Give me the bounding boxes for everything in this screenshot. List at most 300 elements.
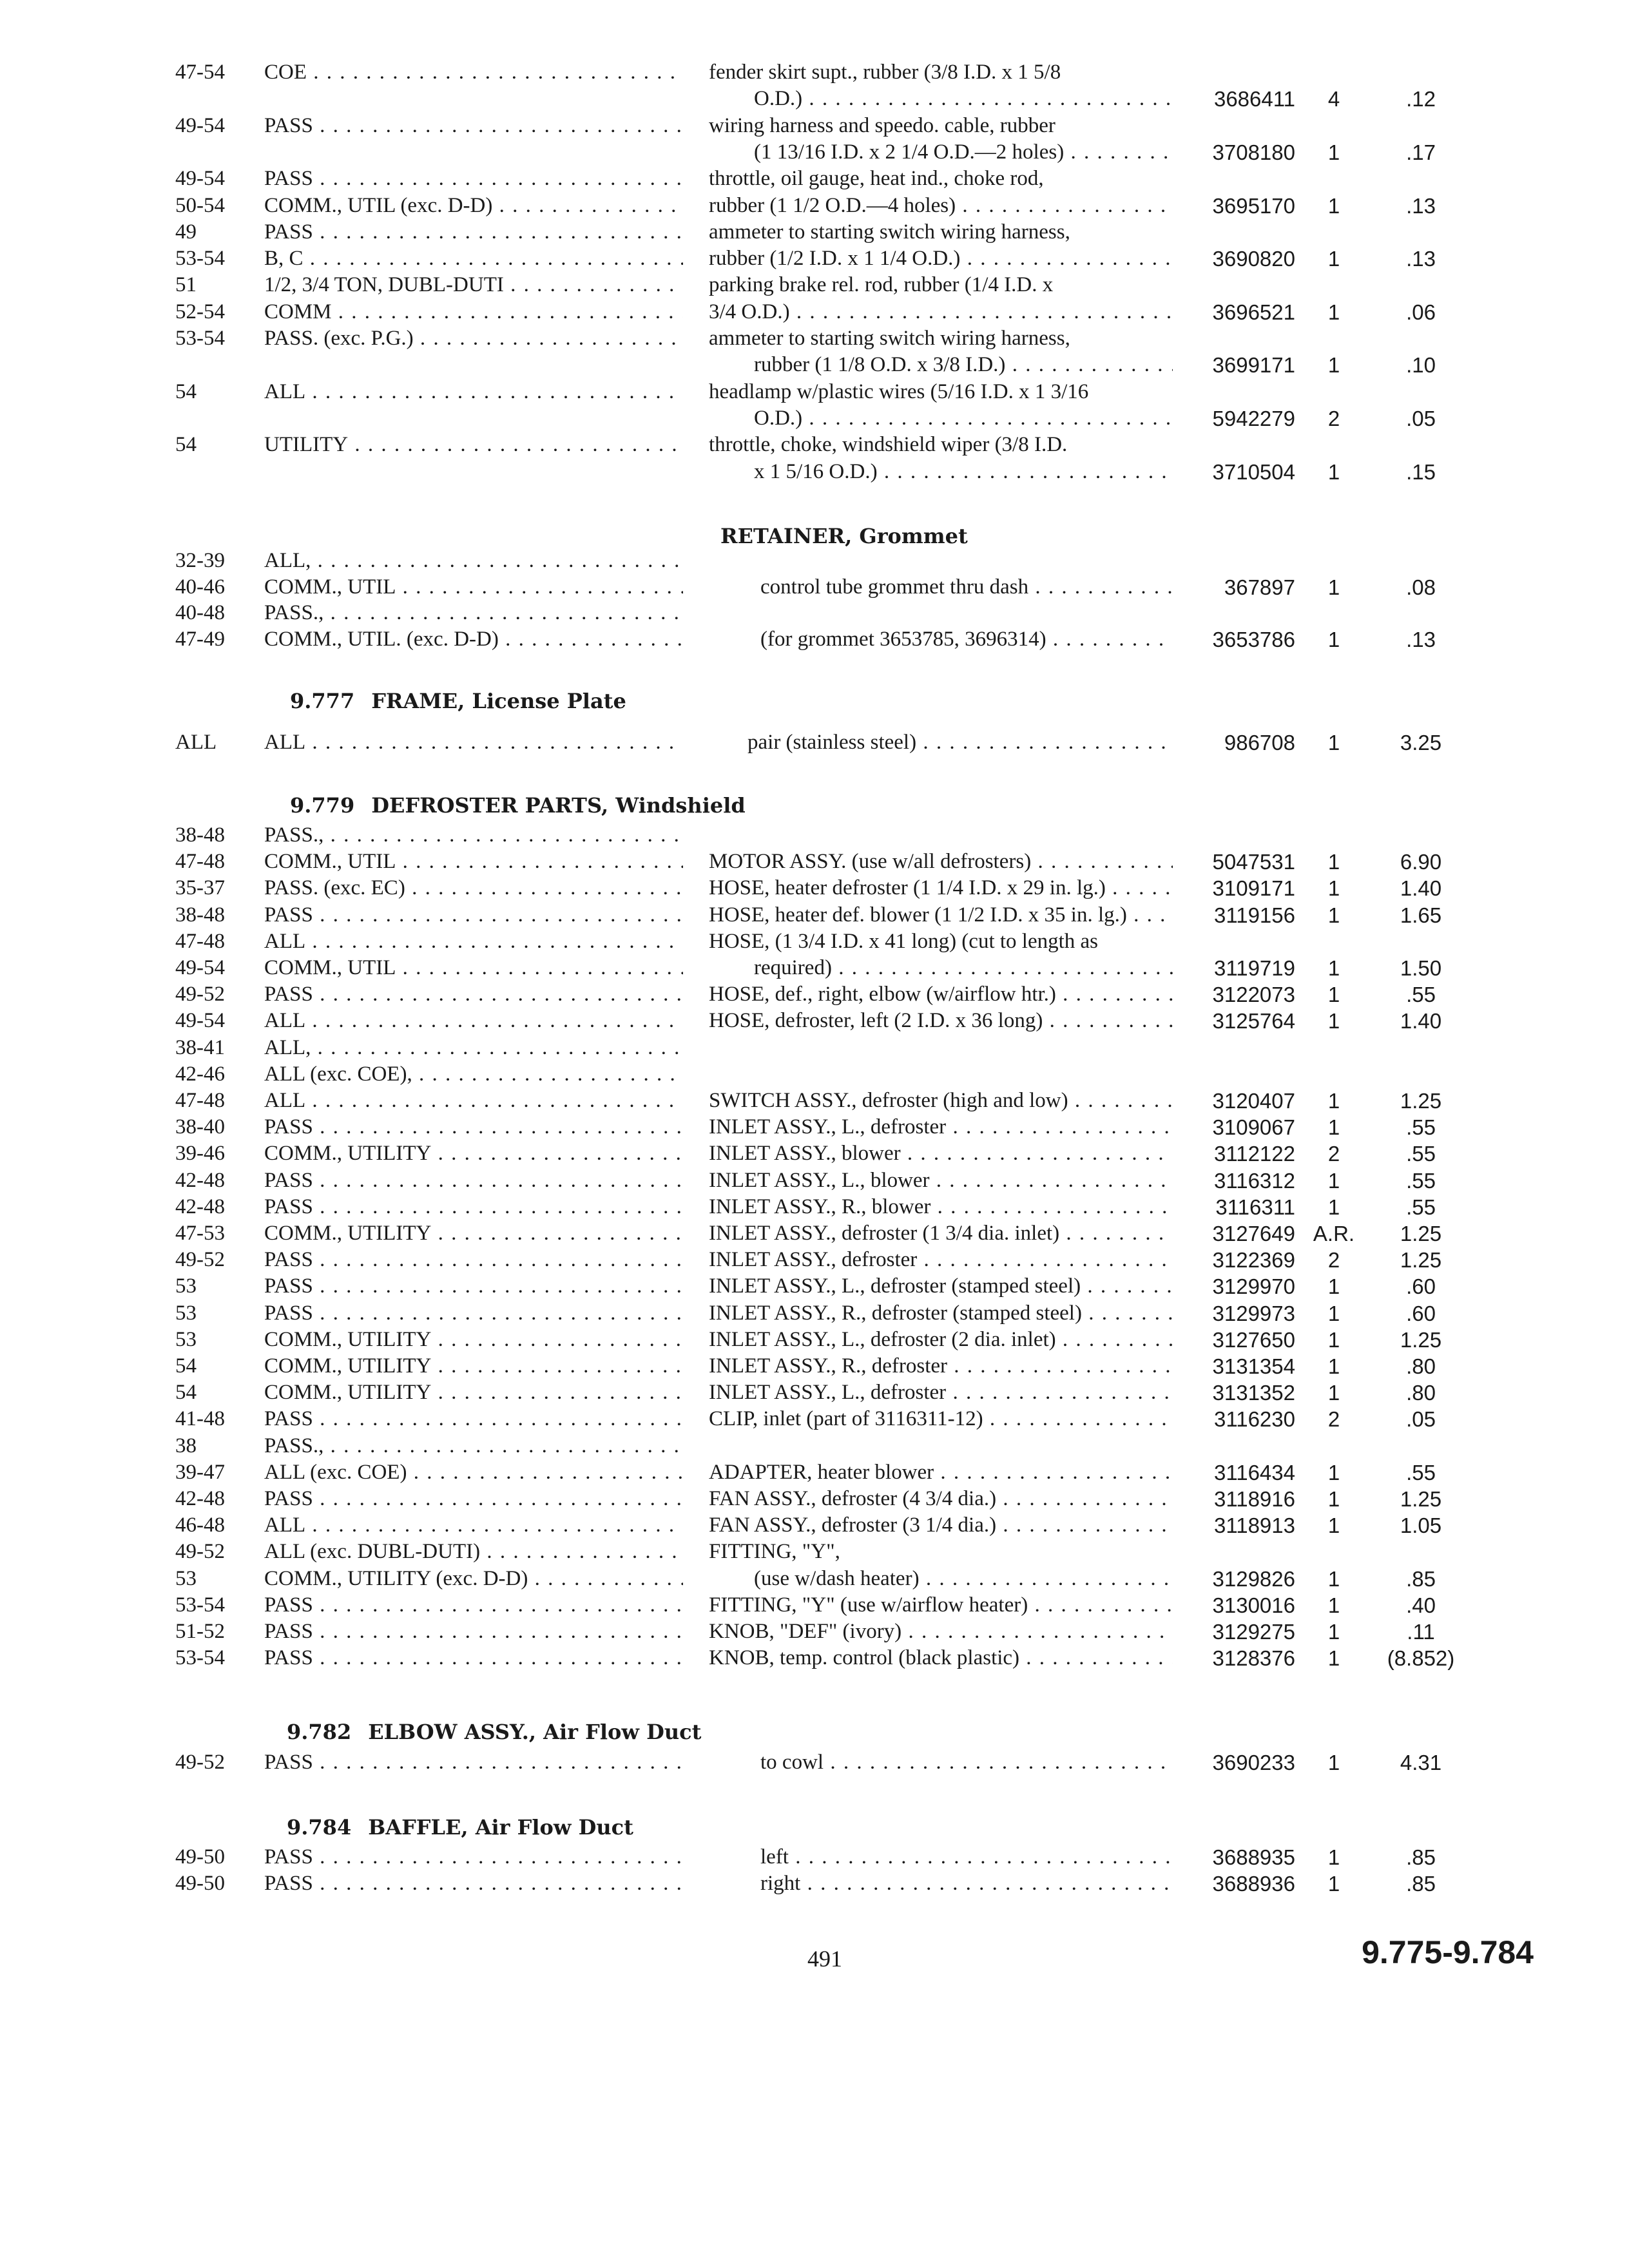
row-description: INLET ASSY., R., defroster . . .: [709, 1353, 1173, 1379]
row-part-number: 3116312: [1213, 1169, 1295, 1193]
row-description: control tube grommet thru dash . . .: [760, 574, 1173, 601]
row-description: O.D.) . . .: [754, 405, 1173, 432]
row-models: B, C . . .: [264, 245, 683, 272]
row-models: PASS . . .: [264, 1406, 683, 1432]
section-title: FRAME, License Plate: [371, 689, 626, 713]
row-years: 52-54: [175, 300, 225, 323]
row-quantity: 1: [1327, 1620, 1340, 1644]
row-price: 1.25: [1400, 1487, 1442, 1511]
row-quantity: 1: [1327, 1115, 1340, 1139]
row-part-number: 3119156: [1213, 903, 1295, 927]
table-row: [0, 574, 1629, 601]
row-years: 54: [175, 433, 197, 456]
table-row: [0, 193, 1629, 219]
row-years: 53-54: [175, 1646, 225, 1669]
row-quantity: 1: [1327, 1089, 1340, 1113]
table-row: [0, 1035, 1629, 1061]
row-price: .60: [1406, 1274, 1436, 1298]
row-part-number: 3122073: [1212, 983, 1295, 1006]
table-row: [0, 59, 1629, 86]
row-description: INLET ASSY., L., defroster (2 dia. inlet) . . .: [709, 1327, 1173, 1353]
row-description: HOSE, heater def. blower (1 1/2 I.D. x 35 in. lg.) . . .: [709, 902, 1173, 928]
row-quantity: 2: [1327, 1407, 1340, 1431]
row-description: O.D.) . . .: [754, 86, 1173, 112]
row-description: 3/4 O.D.) . . .: [709, 299, 1173, 325]
table-row: [0, 1512, 1629, 1539]
row-quantity: 1: [1327, 1872, 1340, 1896]
row-models: COMM . . .: [264, 299, 683, 325]
row-models: COMM., UTILITY . . .: [264, 1353, 683, 1379]
row-models: ALL, . . .: [264, 548, 683, 574]
row-quantity: 1: [1327, 1487, 1340, 1511]
row-price: 1.40: [1400, 1009, 1442, 1033]
section-title: RETAINER, Grommet: [720, 524, 968, 548]
row-price: .85: [1406, 1872, 1436, 1896]
table-row: [0, 1273, 1629, 1300]
row-years: 49-52: [175, 983, 225, 1006]
table-row: [0, 166, 1629, 192]
row-years: 47-48: [175, 930, 225, 953]
row-models: ALL, . . .: [264, 1035, 683, 1061]
row-quantity: 1: [1327, 300, 1340, 324]
row-part-number: 3699171: [1212, 353, 1295, 377]
row-description: HOSE, heater defroster (1 1/4 I.D. x 29 in. lg.) . . .: [709, 875, 1173, 901]
row-price: .80: [1406, 1381, 1436, 1405]
table-row: [0, 1008, 1629, 1034]
row-quantity: 1: [1327, 1845, 1340, 1869]
row-models: PASS . . .: [264, 1592, 683, 1619]
row-description: HOSE, defroster, left (2 I.D. x 36 long) . . .: [709, 1008, 1173, 1034]
row-description: ADAPTER, heater blower . . .: [709, 1459, 1173, 1486]
row-models: COMM., UTIL (exc. D-D) . . .: [264, 193, 683, 219]
row-quantity: 1: [1327, 983, 1340, 1006]
table-row: [0, 1566, 1629, 1592]
table-row: [0, 1592, 1629, 1619]
section-heading-frame: [290, 688, 626, 715]
table-row: [0, 1433, 1629, 1459]
table-row: [0, 139, 1629, 166]
row-years: 54: [175, 380, 197, 403]
row-part-number: 3129275: [1212, 1620, 1295, 1644]
row-quantity: 1: [1327, 903, 1340, 927]
row-years: 49: [175, 220, 197, 244]
row-price: .06: [1406, 300, 1436, 324]
row-models: COMM., UTIL . . .: [264, 849, 683, 875]
row-part-number: 3116434: [1213, 1461, 1295, 1485]
row-models: PASS . . .: [264, 1870, 683, 1897]
row-description: KNOB, temp. control (black plastic) . . .: [709, 1645, 1173, 1671]
row-years: 53: [175, 1302, 197, 1325]
row-quantity: 1: [1327, 1593, 1340, 1617]
table-row: [0, 1114, 1629, 1140]
row-part-number: 3688935: [1212, 1845, 1295, 1869]
row-description: KNOB, "DEF" (ivory) . . .: [709, 1619, 1173, 1645]
row-quantity: 1: [1327, 1567, 1340, 1591]
row-description: throttle, oil gauge, heat ind., choke rod,: [709, 167, 1044, 190]
row-part-number: 3118913: [1213, 1514, 1295, 1537]
row-years: 47-48: [175, 1089, 225, 1112]
row-part-number: 3708180: [1212, 140, 1295, 164]
row-years: 47-53: [175, 1222, 225, 1245]
table-row: [0, 600, 1629, 626]
row-quantity: 1: [1327, 850, 1340, 874]
row-price: .13: [1406, 247, 1436, 271]
row-description: HOSE, def., right, elbow (w/airflow htr.) . . .: [709, 981, 1173, 1008]
row-quantity: 1: [1327, 1328, 1340, 1352]
row-quantity: 1: [1327, 956, 1340, 980]
row-models: PASS . . .: [264, 1300, 683, 1327]
row-description: INLET ASSY., L., defroster (stamped steel) . . .: [709, 1273, 1173, 1300]
row-models: PASS . . .: [264, 1844, 683, 1870]
row-years: 41-48: [175, 1407, 225, 1430]
row-price: .11: [1407, 1620, 1435, 1644]
table-row: [0, 822, 1629, 849]
row-years: 38-48: [175, 903, 225, 927]
row-description: right . . .: [760, 1870, 1173, 1897]
table-row: [0, 1539, 1629, 1565]
row-part-number: 3688936: [1212, 1872, 1295, 1896]
row-models: ALL (exc. DUBL-DUTI) . . .: [264, 1539, 683, 1565]
table-row: [0, 459, 1629, 485]
table-row: [0, 729, 1629, 756]
table-row: [0, 1619, 1629, 1645]
row-price: (8.852): [1387, 1646, 1455, 1670]
row-part-number: 3710504: [1212, 460, 1295, 484]
row-price: .13: [1406, 194, 1436, 218]
row-quantity: 1: [1327, 1751, 1340, 1774]
row-price: 1.25: [1400, 1222, 1442, 1245]
row-description: wiring harness and speedo. cable, rubber: [709, 114, 1055, 137]
row-part-number: 3653786: [1212, 628, 1295, 651]
row-part-number: 3129973: [1212, 1302, 1295, 1325]
row-part-number: 3690233: [1212, 1751, 1295, 1774]
row-description: MOTOR ASSY. (use w/all defrosters) . . .: [709, 849, 1173, 875]
row-quantity: 2: [1327, 407, 1340, 430]
table-row: [0, 1327, 1629, 1353]
row-years: 38-40: [175, 1115, 225, 1139]
row-part-number: 5047531: [1212, 850, 1295, 874]
row-description: rubber (1 1/2 O.D.—4 holes) . . .: [709, 193, 1173, 219]
row-part-number: 3127650: [1212, 1328, 1295, 1352]
row-years: 49-52: [175, 1540, 225, 1563]
row-years: 49-50: [175, 1845, 225, 1869]
row-description: INLET ASSY., defroster . . .: [709, 1247, 1173, 1273]
row-part-number: 3695170: [1212, 194, 1295, 218]
section-heading-retainer: [720, 523, 968, 550]
row-description: headlamp w/plastic wires (5/16 I.D. x 1 3/16: [709, 380, 1089, 403]
row-price: .55: [1406, 1461, 1436, 1485]
row-years: 53-54: [175, 327, 225, 350]
row-quantity: 1: [1327, 1381, 1340, 1405]
row-models: PASS . . .: [264, 981, 683, 1008]
table-row: [0, 405, 1629, 432]
row-years: 49-50: [175, 1872, 225, 1895]
row-years: 38-48: [175, 823, 225, 847]
row-years: 42-48: [175, 1487, 225, 1510]
row-description: fender skirt supt., rubber (3/8 I.D. x 1 5/8: [709, 61, 1061, 84]
row-description: ammeter to starting switch wiring harness,: [709, 327, 1070, 350]
row-quantity: 2: [1327, 1142, 1340, 1166]
row-price: .13: [1406, 628, 1436, 651]
row-description: INLET ASSY., blower . . .: [709, 1140, 1173, 1167]
row-description: INLET ASSY., defroster (1 3/4 dia. inlet) . . .: [709, 1220, 1173, 1247]
row-years: 49-54: [175, 167, 225, 190]
row-price: 1.40: [1400, 876, 1442, 900]
row-quantity: 1: [1327, 575, 1340, 599]
row-part-number: 3129826: [1212, 1567, 1295, 1591]
table-row: [0, 1140, 1629, 1167]
row-description: HOSE, (1 3/4 I.D. x 41 long) (cut to length as: [709, 930, 1099, 953]
section-title: BAFFLE, Air Flow Duct: [368, 1815, 633, 1840]
section-title: ELBOW ASSY., Air Flow Duct: [368, 1720, 702, 1744]
row-quantity: 1: [1327, 194, 1340, 218]
row-description: x 1 5/16 O.D.) . . .: [754, 459, 1173, 485]
row-price: .15: [1406, 460, 1436, 484]
row-years: 42-48: [175, 1195, 225, 1218]
row-models: PASS . . .: [264, 1168, 683, 1194]
row-part-number: 3112122: [1213, 1142, 1295, 1166]
row-quantity: 1: [1327, 353, 1340, 377]
section-number: 9.777: [290, 689, 355, 713]
table-row: [0, 113, 1629, 139]
row-models: ALL . . .: [264, 1008, 683, 1034]
row-part-number: 3118916: [1213, 1487, 1295, 1511]
row-price: .60: [1406, 1302, 1436, 1325]
row-years: 40-48: [175, 601, 225, 624]
row-years: 49-52: [175, 1248, 225, 1271]
row-models: PASS., . . .: [264, 1433, 683, 1459]
table-row: [0, 1061, 1629, 1088]
row-part-number: 3109067: [1212, 1115, 1295, 1139]
row-models: PASS . . .: [264, 1749, 683, 1776]
row-description: (for grommet 3653785, 3696314) . . .: [760, 626, 1173, 653]
row-years: 39-47: [175, 1461, 225, 1484]
row-years: 47-49: [175, 628, 225, 651]
row-price: 1.25: [1400, 1089, 1442, 1113]
row-years: 39-46: [175, 1142, 225, 1165]
row-price: 1.25: [1400, 1248, 1442, 1272]
row-description: INLET ASSY., R., blower . . .: [709, 1194, 1173, 1220]
table-row: [0, 1379, 1629, 1406]
row-models: ALL . . .: [264, 928, 683, 955]
row-quantity: 1: [1327, 1302, 1340, 1325]
table-row: [0, 352, 1629, 378]
row-description: required) . . .: [754, 955, 1173, 981]
row-models: PASS . . .: [264, 1486, 683, 1512]
row-models: COMM., UTILITY . . .: [264, 1327, 683, 1353]
row-description: FAN ASSY., defroster (4 3/4 dia.) . . .: [709, 1486, 1173, 1512]
row-models: COMM., UTILITY . . .: [264, 1220, 683, 1247]
row-models: PASS., . . .: [264, 822, 683, 849]
row-price: .10: [1406, 353, 1436, 377]
row-price: 1.65: [1400, 903, 1442, 927]
table-row: [0, 219, 1629, 245]
row-description: ammeter to starting switch wiring harness,: [709, 220, 1070, 244]
row-description: (use w/dash heater) . . .: [754, 1566, 1173, 1592]
row-quantity: A.R.: [1313, 1222, 1355, 1245]
row-models: PASS. (exc. EC) . . .: [264, 875, 683, 901]
table-row: [0, 1406, 1629, 1432]
row-quantity: 1: [1327, 1514, 1340, 1537]
row-quantity: 1: [1327, 1169, 1340, 1193]
row-years: 50-54: [175, 194, 225, 217]
row-description: INLET ASSY., L., defroster . . .: [709, 1379, 1173, 1406]
row-quantity: 1: [1327, 1274, 1340, 1298]
table-row: [0, 1220, 1629, 1247]
row-price: .55: [1406, 983, 1436, 1006]
row-price: .40: [1406, 1593, 1436, 1617]
row-models: PASS . . .: [264, 1273, 683, 1300]
row-description: FAN ASSY., defroster (3 1/4 dia.) . . .: [709, 1512, 1173, 1539]
row-models: 1/2, 3/4 TON, DUBL-DUTI . . .: [264, 272, 683, 298]
table-row: [0, 1459, 1629, 1486]
table-row: [0, 626, 1629, 653]
row-years: 46-48: [175, 1514, 225, 1537]
row-years: 42-48: [175, 1169, 225, 1192]
row-part-number: 367897: [1224, 575, 1295, 599]
row-description: SWITCH ASSY., defroster (high and low) . . .: [709, 1088, 1173, 1114]
row-models: COE . . .: [264, 59, 683, 86]
row-years: 54: [175, 1354, 197, 1378]
table-row: [0, 432, 1629, 458]
row-part-number: 3120407: [1212, 1089, 1295, 1113]
row-models: ALL . . .: [264, 729, 683, 756]
row-models: PASS . . .: [264, 902, 683, 928]
table-row: [0, 928, 1629, 955]
section-heading-elbow: [287, 1719, 701, 1745]
row-description: (1 13/16 I.D. x 2 1/4 O.D.—2 holes) . . .: [754, 139, 1173, 166]
row-models: PASS . . .: [264, 1114, 683, 1140]
row-description: INLET ASSY., L., blower . . .: [709, 1168, 1173, 1194]
row-description: pair (stainless steel) . . .: [747, 729, 1173, 756]
row-models: PASS., . . .: [264, 600, 683, 626]
row-years: 42-46: [175, 1062, 225, 1086]
row-models: PASS . . .: [264, 1247, 683, 1273]
row-years: 47-54: [175, 61, 225, 84]
row-models: PASS . . .: [264, 166, 683, 192]
table-row: [0, 849, 1629, 875]
row-price: .55: [1406, 1115, 1436, 1139]
row-price: 4.31: [1400, 1751, 1442, 1774]
section-number: 9.784: [287, 1815, 352, 1840]
table-row: [0, 1353, 1629, 1379]
row-quantity: 1: [1327, 1195, 1340, 1219]
row-models: COMM., UTIL . . .: [264, 955, 683, 981]
table-row: [0, 1749, 1629, 1776]
row-models: COMM., UTILITY (exc. D-D) . . .: [264, 1566, 683, 1592]
row-years: 38-41: [175, 1036, 225, 1059]
row-description: to cowl . . .: [760, 1749, 1173, 1776]
row-price: 3.25: [1400, 731, 1442, 754]
row-models: PASS . . .: [264, 1619, 683, 1645]
row-years: ALL: [175, 731, 217, 754]
row-models: COMM., UTILITY . . .: [264, 1140, 683, 1167]
row-price: 1.50: [1400, 956, 1442, 980]
table-row: [0, 981, 1629, 1008]
row-part-number: 3119719: [1213, 956, 1295, 980]
table-row: [0, 86, 1629, 112]
row-years: 47-48: [175, 850, 225, 873]
section-title: DEFROSTER PARTS, Windshield: [371, 793, 746, 818]
row-models: PASS . . .: [264, 1645, 683, 1671]
row-part-number: 3116311: [1215, 1195, 1295, 1219]
table-row: [0, 548, 1629, 574]
section-heading-defroster: [290, 793, 746, 819]
table-row: [0, 1300, 1629, 1327]
row-years: 53: [175, 1328, 197, 1351]
table-row: [0, 379, 1629, 405]
row-quantity: 2: [1327, 1248, 1340, 1272]
row-price: .05: [1406, 407, 1436, 430]
row-part-number: 3122369: [1212, 1248, 1295, 1272]
table-row: [0, 325, 1629, 352]
row-part-number: 3131354: [1212, 1354, 1295, 1378]
row-models: PASS . . .: [264, 1194, 683, 1220]
row-quantity: 1: [1327, 1009, 1340, 1033]
row-part-number: 3131352: [1212, 1381, 1295, 1405]
table-row: [0, 1168, 1629, 1194]
row-price: .55: [1406, 1142, 1436, 1166]
table-row: [0, 1194, 1629, 1220]
row-models: ALL (exc. COE), . . .: [264, 1061, 683, 1088]
row-years: 32-39: [175, 549, 225, 572]
row-price: 6.90: [1400, 850, 1442, 874]
row-years: 49-54: [175, 956, 225, 979]
row-models: ALL . . .: [264, 1088, 683, 1114]
table-row: [0, 1645, 1629, 1671]
row-description: FITTING, "Y" (use w/airflow heater) . . .: [709, 1592, 1173, 1619]
row-price: .85: [1406, 1567, 1436, 1591]
row-price: .80: [1406, 1354, 1436, 1378]
row-part-number: 3125764: [1212, 1009, 1295, 1033]
row-quantity: 1: [1327, 1461, 1340, 1485]
row-models: COMM., UTIL . . .: [264, 574, 683, 601]
row-years: 49-52: [175, 1751, 225, 1774]
row-quantity: 1: [1327, 247, 1340, 271]
row-part-number: 3128376: [1212, 1646, 1295, 1670]
row-models: PASS. (exc. P.G.) . . .: [264, 325, 683, 352]
row-models: COMM., UTILITY . . .: [264, 1379, 683, 1406]
row-quantity: 1: [1327, 876, 1340, 900]
row-price: .05: [1406, 1407, 1436, 1431]
row-years: 53-54: [175, 247, 225, 270]
row-price: .55: [1406, 1195, 1436, 1219]
row-years: 49-54: [175, 1009, 225, 1032]
row-description: CLIP, inlet (part of 3116311-12) . . .: [709, 1406, 1173, 1432]
table-row: [0, 272, 1629, 298]
row-quantity: 1: [1327, 460, 1340, 484]
row-part-number: 5942279: [1212, 407, 1295, 430]
row-years: 53-54: [175, 1593, 225, 1617]
table-row: [0, 1088, 1629, 1114]
row-years: 49-54: [175, 114, 225, 137]
row-price: .55: [1406, 1169, 1436, 1193]
row-price: 1.05: [1400, 1514, 1442, 1537]
row-years: 54: [175, 1381, 197, 1404]
row-part-number: 3690820: [1212, 247, 1295, 271]
row-years: 38: [175, 1434, 197, 1457]
row-description: throttle, choke, windshield wiper (3/8 I.D.: [709, 433, 1068, 456]
table-row: [0, 1870, 1629, 1897]
row-part-number: 3109171: [1212, 876, 1295, 900]
row-quantity: 1: [1327, 731, 1340, 754]
table-row: [0, 1844, 1629, 1870]
section-heading-baffle: [287, 1814, 633, 1841]
row-part-number: 3129970: [1212, 1274, 1295, 1298]
row-description: INLET ASSY., R., defroster (stamped steel) . . .: [709, 1300, 1173, 1327]
table-row: [0, 299, 1629, 325]
row-models: PASS . . .: [264, 219, 683, 245]
